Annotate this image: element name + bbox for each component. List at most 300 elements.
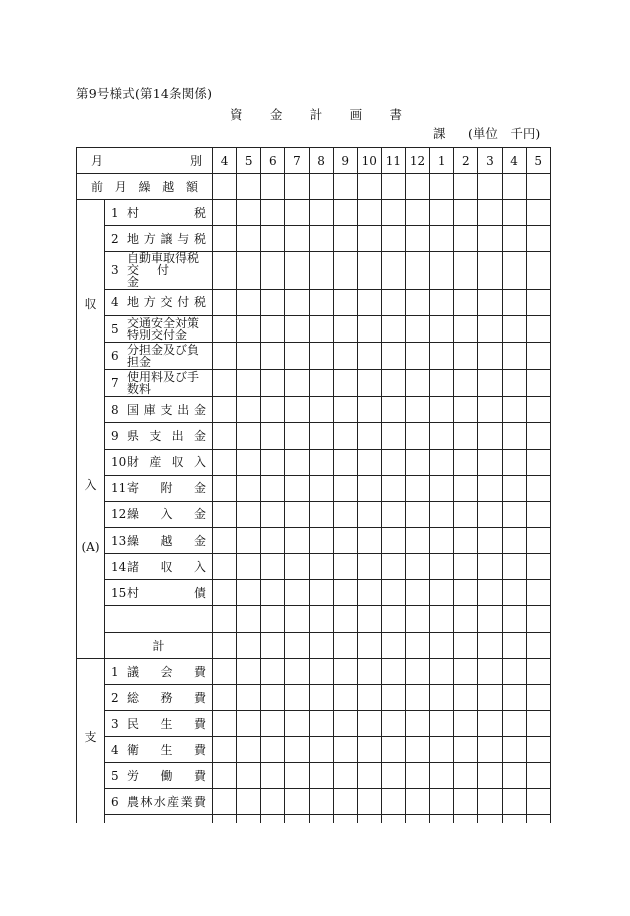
- carryover-cell[interactable]: [430, 174, 454, 200]
- income-cell[interactable]: [357, 315, 381, 342]
- income-cell[interactable]: [381, 580, 405, 606]
- income-cell[interactable]: [381, 397, 405, 423]
- income-total-cell[interactable]: [502, 632, 526, 658]
- expense-cell[interactable]: [285, 737, 309, 763]
- income-blank-cell[interactable]: [285, 606, 309, 632]
- income-cell[interactable]: [285, 342, 309, 369]
- income-total-cell[interactable]: [213, 632, 237, 658]
- expense-cell[interactable]: [454, 763, 478, 789]
- expense-cell[interactable]: [454, 789, 478, 815]
- expense-cell[interactable]: [309, 737, 333, 763]
- income-cell[interactable]: [309, 528, 333, 554]
- income-cell[interactable]: [454, 580, 478, 606]
- income-cell[interactable]: [381, 501, 405, 527]
- income-blank-cell[interactable]: [381, 606, 405, 632]
- income-total-cell[interactable]: [237, 632, 261, 658]
- income-total-cell[interactable]: [478, 632, 502, 658]
- income-blank-cell[interactable]: [454, 606, 478, 632]
- income-cell[interactable]: [261, 397, 285, 423]
- income-cell[interactable]: [213, 397, 237, 423]
- expense-cell[interactable]: [406, 737, 430, 763]
- income-cell[interactable]: [309, 342, 333, 369]
- income-cell[interactable]: [309, 252, 333, 289]
- income-cell[interactable]: [502, 528, 526, 554]
- income-cell[interactable]: [309, 200, 333, 226]
- income-cell[interactable]: [478, 501, 502, 527]
- expense-cell[interactable]: [213, 737, 237, 763]
- income-cell[interactable]: [454, 370, 478, 397]
- income-cell[interactable]: [285, 226, 309, 252]
- expense-cell[interactable]: [454, 685, 478, 711]
- income-cell[interactable]: [430, 501, 454, 527]
- income-total-cell[interactable]: [406, 632, 430, 658]
- income-total-cell[interactable]: [357, 632, 381, 658]
- income-cell[interactable]: [333, 370, 357, 397]
- income-cell[interactable]: [526, 501, 550, 527]
- income-cell[interactable]: [526, 342, 550, 369]
- expense-cell[interactable]: [406, 789, 430, 815]
- expense-cell[interactable]: [333, 737, 357, 763]
- income-blank-cell[interactable]: [406, 606, 430, 632]
- income-cell[interactable]: [502, 554, 526, 580]
- income-cell[interactable]: [454, 528, 478, 554]
- expense-cell[interactable]: [357, 737, 381, 763]
- expense-cell[interactable]: [502, 711, 526, 737]
- income-cell[interactable]: [406, 315, 430, 342]
- income-cell[interactable]: [381, 315, 405, 342]
- income-cell[interactable]: [406, 475, 430, 501]
- income-cell[interactable]: [406, 252, 430, 289]
- expense-cell[interactable]: [357, 659, 381, 685]
- income-cell[interactable]: [502, 449, 526, 475]
- expense-cell[interactable]: [237, 789, 261, 815]
- income-cell[interactable]: [237, 289, 261, 315]
- income-cell[interactable]: [478, 580, 502, 606]
- income-total-cell[interactable]: [454, 632, 478, 658]
- income-cell[interactable]: [237, 315, 261, 342]
- income-blank-cell[interactable]: [526, 606, 550, 632]
- income-cell[interactable]: [309, 554, 333, 580]
- income-cell[interactable]: [333, 501, 357, 527]
- income-cell[interactable]: [285, 501, 309, 527]
- expense-cell[interactable]: [381, 711, 405, 737]
- expense-cell[interactable]: [406, 711, 430, 737]
- income-cell[interactable]: [357, 528, 381, 554]
- income-total-cell[interactable]: [381, 632, 405, 658]
- expense-cell[interactable]: [285, 711, 309, 737]
- expense-cell[interactable]: [357, 711, 381, 737]
- carryover-cell[interactable]: [261, 174, 285, 200]
- income-cell[interactable]: [381, 226, 405, 252]
- expense-cell[interactable]: [261, 685, 285, 711]
- income-cell[interactable]: [406, 580, 430, 606]
- expense-cell[interactable]: [381, 789, 405, 815]
- expense-cell[interactable]: [285, 763, 309, 789]
- income-cell[interactable]: [213, 528, 237, 554]
- income-cell[interactable]: [502, 397, 526, 423]
- income-cell[interactable]: [285, 580, 309, 606]
- income-cell[interactable]: [213, 226, 237, 252]
- income-cell[interactable]: [381, 342, 405, 369]
- income-cell[interactable]: [526, 226, 550, 252]
- income-cell[interactable]: [261, 342, 285, 369]
- income-cell[interactable]: [261, 289, 285, 315]
- income-cell[interactable]: [237, 397, 261, 423]
- income-cell[interactable]: [381, 554, 405, 580]
- income-cell[interactable]: [381, 423, 405, 449]
- income-cell[interactable]: [261, 580, 285, 606]
- income-cell[interactable]: [261, 475, 285, 501]
- expense-cell[interactable]: [333, 789, 357, 815]
- income-cell[interactable]: [406, 226, 430, 252]
- expense-cell[interactable]: [406, 685, 430, 711]
- income-cell[interactable]: [381, 528, 405, 554]
- income-cell[interactable]: [526, 475, 550, 501]
- income-cell[interactable]: [333, 449, 357, 475]
- income-cell[interactable]: [430, 528, 454, 554]
- expense-cell[interactable]: [381, 659, 405, 685]
- income-cell[interactable]: [430, 397, 454, 423]
- carryover-cell[interactable]: [285, 174, 309, 200]
- carryover-cell[interactable]: [454, 174, 478, 200]
- income-cell[interactable]: [333, 226, 357, 252]
- expense-cell[interactable]: [261, 737, 285, 763]
- income-cell[interactable]: [478, 397, 502, 423]
- income-cell[interactable]: [406, 449, 430, 475]
- income-cell[interactable]: [333, 315, 357, 342]
- expense-cell[interactable]: [333, 659, 357, 685]
- income-total-cell[interactable]: [526, 632, 550, 658]
- income-cell[interactable]: [237, 554, 261, 580]
- income-cell[interactable]: [406, 528, 430, 554]
- expense-cell[interactable]: [261, 659, 285, 685]
- income-blank-cell[interactable]: [237, 606, 261, 632]
- income-cell[interactable]: [285, 475, 309, 501]
- expense-cell[interactable]: [237, 659, 261, 685]
- income-cell[interactable]: [381, 200, 405, 226]
- income-cell[interactable]: [285, 449, 309, 475]
- expense-cell[interactable]: [502, 789, 526, 815]
- expense-cell[interactable]: [454, 659, 478, 685]
- income-cell[interactable]: [502, 342, 526, 369]
- expense-cell[interactable]: [502, 737, 526, 763]
- expense-cell[interactable]: [526, 789, 550, 815]
- income-cell[interactable]: [285, 423, 309, 449]
- income-cell[interactable]: [333, 475, 357, 501]
- income-cell[interactable]: [261, 554, 285, 580]
- income-cell[interactable]: [406, 342, 430, 369]
- income-cell[interactable]: [357, 449, 381, 475]
- expense-cell[interactable]: [309, 711, 333, 737]
- income-cell[interactable]: [237, 200, 261, 226]
- expense-cell[interactable]: [357, 789, 381, 815]
- income-cell[interactable]: [261, 528, 285, 554]
- income-total-cell[interactable]: [309, 632, 333, 658]
- expense-cell[interactable]: [333, 711, 357, 737]
- expense-cell[interactable]: [478, 763, 502, 789]
- expense-cell[interactable]: [430, 711, 454, 737]
- income-cell[interactable]: [357, 397, 381, 423]
- expense-cell[interactable]: [261, 789, 285, 815]
- income-cell[interactable]: [309, 315, 333, 342]
- expense-cell[interactable]: [502, 659, 526, 685]
- income-cell[interactable]: [333, 554, 357, 580]
- expense-cell[interactable]: [309, 659, 333, 685]
- income-cell[interactable]: [454, 501, 478, 527]
- income-cell[interactable]: [213, 342, 237, 369]
- income-cell[interactable]: [237, 528, 261, 554]
- income-cell[interactable]: [430, 423, 454, 449]
- income-cell[interactable]: [285, 370, 309, 397]
- expense-cell[interactable]: [285, 659, 309, 685]
- income-cell[interactable]: [381, 475, 405, 501]
- income-cell[interactable]: [333, 528, 357, 554]
- income-cell[interactable]: [526, 315, 550, 342]
- income-cell[interactable]: [381, 289, 405, 315]
- expense-cell[interactable]: [285, 789, 309, 815]
- carryover-cell[interactable]: [406, 174, 430, 200]
- carryover-cell[interactable]: [237, 174, 261, 200]
- income-total-cell[interactable]: [333, 632, 357, 658]
- income-cell[interactable]: [526, 449, 550, 475]
- income-cell[interactable]: [213, 200, 237, 226]
- carryover-cell[interactable]: [526, 174, 550, 200]
- expense-cell[interactable]: [357, 763, 381, 789]
- expense-cell[interactable]: [478, 789, 502, 815]
- income-cell[interactable]: [357, 370, 381, 397]
- income-cell[interactable]: [357, 475, 381, 501]
- income-cell[interactable]: [213, 289, 237, 315]
- income-cell[interactable]: [430, 342, 454, 369]
- income-cell[interactable]: [333, 580, 357, 606]
- income-cell[interactable]: [333, 200, 357, 226]
- income-cell[interactable]: [406, 423, 430, 449]
- expense-cell[interactable]: [526, 711, 550, 737]
- expense-cell[interactable]: [478, 737, 502, 763]
- expense-cell[interactable]: [430, 737, 454, 763]
- income-cell[interactable]: [333, 397, 357, 423]
- income-cell[interactable]: [309, 370, 333, 397]
- income-cell[interactable]: [454, 289, 478, 315]
- income-blank-cell[interactable]: [357, 606, 381, 632]
- income-cell[interactable]: [478, 252, 502, 289]
- expense-cell[interactable]: [478, 659, 502, 685]
- carryover-cell[interactable]: [502, 174, 526, 200]
- income-cell[interactable]: [454, 252, 478, 289]
- expense-cell[interactable]: [237, 737, 261, 763]
- income-cell[interactable]: [285, 315, 309, 342]
- income-cell[interactable]: [357, 554, 381, 580]
- income-cell[interactable]: [285, 554, 309, 580]
- income-cell[interactable]: [430, 580, 454, 606]
- expense-cell[interactable]: [478, 685, 502, 711]
- income-cell[interactable]: [526, 252, 550, 289]
- income-cell[interactable]: [526, 397, 550, 423]
- income-cell[interactable]: [381, 370, 405, 397]
- income-cell[interactable]: [502, 200, 526, 226]
- income-cell[interactable]: [237, 342, 261, 369]
- expense-cell[interactable]: [213, 789, 237, 815]
- income-cell[interactable]: [309, 449, 333, 475]
- income-cell[interactable]: [478, 342, 502, 369]
- income-cell[interactable]: [261, 200, 285, 226]
- income-cell[interactable]: [213, 315, 237, 342]
- income-cell[interactable]: [454, 423, 478, 449]
- expense-cell[interactable]: [430, 789, 454, 815]
- income-cell[interactable]: [406, 397, 430, 423]
- carryover-cell[interactable]: [381, 174, 405, 200]
- income-cell[interactable]: [333, 423, 357, 449]
- income-cell[interactable]: [478, 226, 502, 252]
- income-cell[interactable]: [478, 200, 502, 226]
- income-cell[interactable]: [381, 449, 405, 475]
- income-cell[interactable]: [309, 475, 333, 501]
- income-cell[interactable]: [381, 252, 405, 289]
- income-cell[interactable]: [406, 289, 430, 315]
- expense-cell[interactable]: [430, 763, 454, 789]
- carryover-cell[interactable]: [309, 174, 333, 200]
- income-blank-cell[interactable]: [478, 606, 502, 632]
- income-cell[interactable]: [478, 423, 502, 449]
- income-cell[interactable]: [502, 423, 526, 449]
- income-cell[interactable]: [502, 370, 526, 397]
- expense-cell[interactable]: [309, 685, 333, 711]
- income-cell[interactable]: [357, 580, 381, 606]
- income-cell[interactable]: [333, 289, 357, 315]
- income-cell[interactable]: [333, 252, 357, 289]
- income-cell[interactable]: [526, 289, 550, 315]
- income-cell[interactable]: [261, 449, 285, 475]
- income-cell[interactable]: [478, 475, 502, 501]
- income-cell[interactable]: [309, 423, 333, 449]
- income-cell[interactable]: [526, 528, 550, 554]
- income-blank-cell[interactable]: [213, 606, 237, 632]
- expense-cell[interactable]: [237, 711, 261, 737]
- income-cell[interactable]: [261, 501, 285, 527]
- income-cell[interactable]: [478, 554, 502, 580]
- income-cell[interactable]: [430, 200, 454, 226]
- expense-cell[interactable]: [333, 763, 357, 789]
- carryover-cell[interactable]: [357, 174, 381, 200]
- income-cell[interactable]: [502, 226, 526, 252]
- income-cell[interactable]: [261, 370, 285, 397]
- income-cell[interactable]: [406, 501, 430, 527]
- expense-cell[interactable]: [526, 659, 550, 685]
- expense-cell[interactable]: [237, 685, 261, 711]
- expense-cell[interactable]: [526, 737, 550, 763]
- income-cell[interactable]: [454, 475, 478, 501]
- income-cell[interactable]: [237, 449, 261, 475]
- income-cell[interactable]: [478, 449, 502, 475]
- income-cell[interactable]: [526, 554, 550, 580]
- income-cell[interactable]: [237, 423, 261, 449]
- expense-cell[interactable]: [213, 763, 237, 789]
- income-total-cell[interactable]: [430, 632, 454, 658]
- income-cell[interactable]: [285, 289, 309, 315]
- income-cell[interactable]: [357, 200, 381, 226]
- income-cell[interactable]: [454, 554, 478, 580]
- income-blank-cell[interactable]: [502, 606, 526, 632]
- income-cell[interactable]: [430, 370, 454, 397]
- income-cell[interactable]: [213, 423, 237, 449]
- expense-cell[interactable]: [406, 763, 430, 789]
- expense-cell[interactable]: [502, 763, 526, 789]
- income-cell[interactable]: [285, 252, 309, 289]
- income-cell[interactable]: [285, 200, 309, 226]
- income-cell[interactable]: [261, 315, 285, 342]
- income-cell[interactable]: [430, 475, 454, 501]
- income-cell[interactable]: [454, 342, 478, 369]
- income-cell[interactable]: [357, 501, 381, 527]
- income-cell[interactable]: [213, 449, 237, 475]
- income-cell[interactable]: [237, 475, 261, 501]
- expense-cell[interactable]: [430, 659, 454, 685]
- expense-cell[interactable]: [309, 789, 333, 815]
- expense-cell[interactable]: [478, 711, 502, 737]
- expense-cell[interactable]: [381, 685, 405, 711]
- income-cell[interactable]: [237, 501, 261, 527]
- income-cell[interactable]: [526, 370, 550, 397]
- expense-cell[interactable]: [213, 685, 237, 711]
- income-cell[interactable]: [502, 315, 526, 342]
- expense-cell[interactable]: [285, 685, 309, 711]
- income-cell[interactable]: [261, 226, 285, 252]
- expense-cell[interactable]: [454, 737, 478, 763]
- expense-cell[interactable]: [406, 659, 430, 685]
- income-cell[interactable]: [406, 370, 430, 397]
- income-cell[interactable]: [309, 226, 333, 252]
- income-cell[interactable]: [237, 580, 261, 606]
- income-cell[interactable]: [526, 423, 550, 449]
- expense-cell[interactable]: [454, 711, 478, 737]
- income-cell[interactable]: [237, 370, 261, 397]
- income-cell[interactable]: [454, 226, 478, 252]
- income-cell[interactable]: [526, 580, 550, 606]
- income-cell[interactable]: [478, 370, 502, 397]
- income-cell[interactable]: [430, 289, 454, 315]
- income-cell[interactable]: [454, 200, 478, 226]
- income-cell[interactable]: [309, 289, 333, 315]
- income-cell[interactable]: [213, 580, 237, 606]
- income-cell[interactable]: [502, 252, 526, 289]
- income-cell[interactable]: [478, 289, 502, 315]
- income-cell[interactable]: [357, 289, 381, 315]
- expense-cell[interactable]: [261, 711, 285, 737]
- income-cell[interactable]: [357, 342, 381, 369]
- income-cell[interactable]: [237, 226, 261, 252]
- carryover-cell[interactable]: [333, 174, 357, 200]
- income-cell[interactable]: [430, 449, 454, 475]
- income-cell[interactable]: [454, 397, 478, 423]
- expense-cell[interactable]: [430, 685, 454, 711]
- income-cell[interactable]: [357, 423, 381, 449]
- income-cell[interactable]: [502, 475, 526, 501]
- income-cell[interactable]: [430, 315, 454, 342]
- income-blank-cell[interactable]: [333, 606, 357, 632]
- expense-cell[interactable]: [261, 763, 285, 789]
- income-cell[interactable]: [502, 289, 526, 315]
- expense-cell[interactable]: [309, 763, 333, 789]
- income-cell[interactable]: [357, 226, 381, 252]
- income-cell[interactable]: [213, 501, 237, 527]
- income-cell[interactable]: [502, 501, 526, 527]
- income-cell[interactable]: [213, 370, 237, 397]
- income-cell[interactable]: [406, 200, 430, 226]
- income-cell[interactable]: [357, 252, 381, 289]
- income-blank-cell[interactable]: [261, 606, 285, 632]
- expense-cell[interactable]: [526, 685, 550, 711]
- income-cell[interactable]: [213, 475, 237, 501]
